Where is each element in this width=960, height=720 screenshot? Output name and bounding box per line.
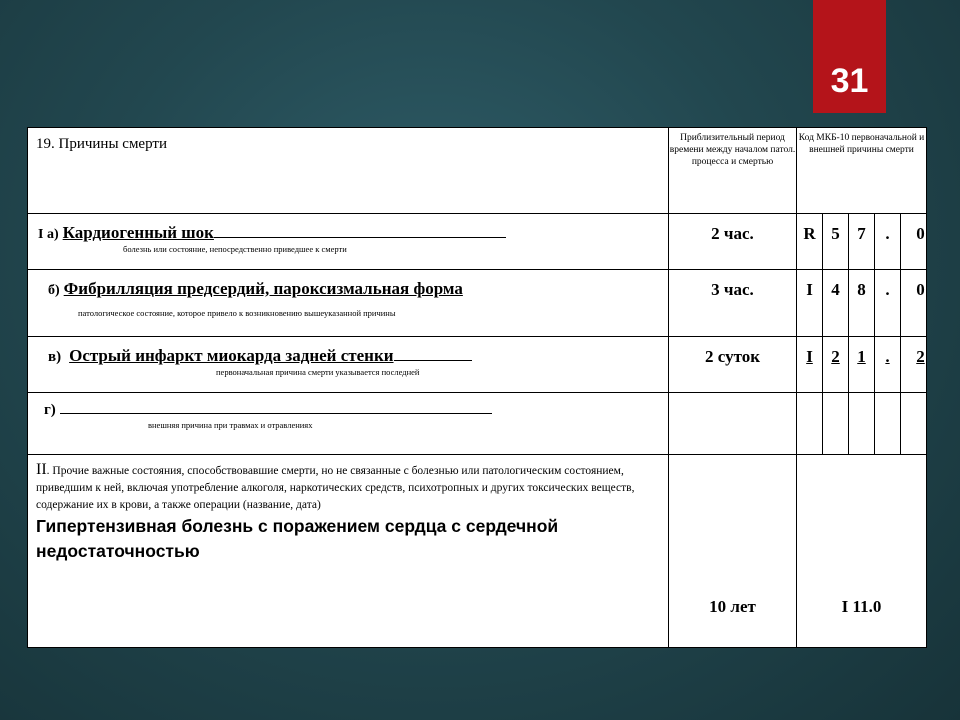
period-b: 3 час.	[669, 270, 797, 337]
code-d-5	[901, 393, 927, 455]
section-2-cell	[28, 455, 669, 648]
death-cause-form	[27, 127, 927, 648]
code-c-4	[875, 337, 901, 393]
cause-label-b: б)	[48, 283, 60, 298]
code-c-5	[901, 337, 927, 393]
code-b-3: 8	[849, 270, 875, 337]
period-c: 2 суток	[669, 337, 797, 393]
code-a-3: 7	[849, 214, 875, 270]
section-2-numeral: II	[36, 461, 47, 478]
code-c-3	[849, 337, 875, 393]
cause-row-d	[28, 393, 927, 455]
causes-title: 19. Причины смерти	[28, 128, 669, 214]
code-b-1: I	[797, 270, 823, 337]
code-d-1	[797, 393, 823, 455]
code-a-2: 5	[823, 214, 849, 270]
code-a-5: 0	[901, 214, 927, 270]
code-b-4: .	[875, 270, 901, 337]
section-2-intro: . Прочие важные состояния, способствовавшие смерти, но не связанные с болезнью или патологическим состоянием, приведшим к ней, включая употребление алкоголя, наркотических средств, психотропных и других токсических веществ, содержание их в крови, а также операции (название, дата)	[36, 465, 635, 511]
cause-text-a: Кардиогенный шок	[62, 223, 214, 242]
code-d-2	[823, 393, 849, 455]
slide-number: 31	[830, 62, 869, 100]
period-d	[669, 393, 797, 455]
code-b-5: 0	[901, 270, 927, 337]
cause-cell-b	[28, 270, 669, 337]
sublabel-a: болезнь или состояние, непосредственно приведшее к смерти	[123, 244, 347, 254]
header-row	[28, 128, 927, 214]
sublabel-c: первоначальная причина смерти указывается последней	[216, 367, 420, 377]
section-2-period-cell	[669, 455, 797, 648]
code-c-3-value: 1	[857, 347, 866, 366]
cause-cell-d	[28, 393, 669, 455]
sublabel-b: патологическое состояние, которое привело к возникновению вышеуказанной причины	[78, 308, 396, 318]
code-c-5-value: 2	[916, 347, 925, 366]
code-c-4-value: .	[885, 347, 890, 366]
code-c-2-value: 2	[831, 347, 840, 366]
period-a: 2 час.	[669, 214, 797, 270]
cause-label-d: г)	[44, 402, 56, 418]
cause-cell-c	[28, 337, 669, 393]
code-b-2: 4	[823, 270, 849, 337]
section-2-period: 10 лет	[709, 597, 756, 616]
cause-row-a	[28, 214, 927, 270]
code-d-3	[849, 393, 875, 455]
sublabel-d: внешняя причина при травмах и отравлениях	[148, 420, 313, 430]
period-column-header: Приблизительный период времени между началом патол. процесса и смертью	[669, 128, 797, 214]
section-2-code-cell	[797, 455, 927, 648]
cause-row-b	[28, 270, 927, 337]
slide-number-badge	[813, 0, 886, 113]
cause-label-c: в)	[48, 349, 62, 365]
code-a-1: R	[797, 214, 823, 270]
section-2-code: I 11.0	[841, 597, 882, 616]
cause-text-b: Фибрилляция предсердий, пароксизмальная форма	[63, 279, 463, 298]
cause-text-c: Острый инфаркт миокарда задней стенки	[69, 346, 394, 365]
code-c-1	[797, 337, 823, 393]
code-d-4	[875, 393, 901, 455]
cause-row-c	[28, 337, 927, 393]
section-2-diagnosis: Гипертензивная болезнь с поражением сердца с сердечной недостаточностью	[36, 516, 559, 561]
cause-label-a: I а)	[38, 227, 59, 242]
section-2-row	[28, 455, 927, 648]
code-a-4: .	[875, 214, 901, 270]
code-c-2	[823, 337, 849, 393]
code-c-1-value: I	[806, 347, 813, 366]
code-column-header: Код МКБ-10 первоначальной и внешней причины смерти	[797, 128, 927, 214]
section-2-intro-block	[28, 455, 668, 514]
cause-cell-a	[28, 214, 669, 270]
